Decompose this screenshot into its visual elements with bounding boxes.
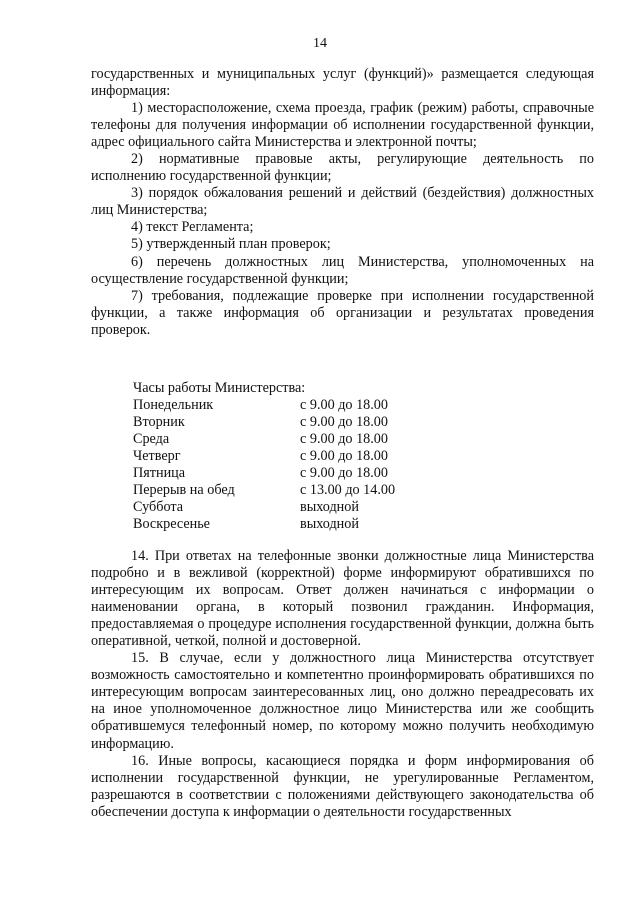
day-label: Вторник — [133, 414, 185, 431]
paragraph-15: 15. В случае, если у должностного лица Министерства отсутствует возможность самостоятельно и компетентно проинформировать обратившихся по интересующим вопросам заинтересованных лиц, оно должно переадресовать их на иное уполномоченное должностное лицо Министерства или же сообщить обратившемуся телефонный номер, по которому можно получить необходимую информацию. — [91, 650, 594, 752]
table-row — [133, 516, 395, 533]
document-body-bottom — [91, 548, 594, 821]
list-item-inspection-plan: 5) утвержденный план проверок; — [131, 236, 331, 253]
day-label: Четверг — [133, 448, 181, 465]
paragraph-intro: государственных и муниципальных услуг (функций)» размещается следующая информация: — [91, 66, 594, 100]
table-row — [133, 397, 395, 414]
day-label: Перерыв на обед — [133, 482, 235, 499]
hours-value: с 9.00 до 18.00 — [300, 397, 388, 414]
day-label: Суббота — [133, 499, 184, 516]
list-item-normative-acts: 2) нормативные правовые акты, регулирующие деятельность по исполнению государственной функции; — [91, 151, 594, 185]
list-item-appeal-procedure: 3) порядок обжалования решений и действий (бездействия) должностных лиц Министерства; — [91, 185, 594, 219]
day-label: Воскресенье — [133, 516, 210, 533]
table-row — [133, 414, 395, 431]
document-body-top — [91, 66, 594, 339]
hours-value: с 9.00 до 18.00 — [300, 414, 388, 431]
working-hours-block — [133, 380, 395, 533]
hours-value: с 13.00 до 14.00 — [300, 482, 396, 499]
page-number: 14 — [313, 36, 327, 51]
list-item-location: 1) месторасположение, схема проезда, график (режим) работы, справочные телефоны для получения информации об исполнении государственной функции, адрес официального сайта Министерства и электронной почты; — [91, 100, 594, 151]
list-item-officials-list: 6) перечень должностных лиц Министерства, уполномоченных на осуществление государственной функции; — [91, 253, 594, 287]
hours-value: с 9.00 до 18.00 — [300, 431, 388, 448]
working-hours-table — [133, 397, 395, 533]
list-item-inspection-requirements: 7) требования, подлежащие проверке при исполнении государственной функции, а также информация об организации и результатах проведения проверок. — [91, 287, 594, 338]
hours-value: с 9.00 до 18.00 — [300, 465, 388, 482]
table-row — [133, 465, 395, 482]
day-label: Среда — [133, 431, 170, 448]
hours-value: выходной — [300, 516, 359, 533]
table-row — [133, 482, 395, 499]
table-row — [133, 431, 395, 448]
paragraph-14: 14. При ответах на телефонные звонки должностные лица Министерства подробно и в вежливой (корректной) форме информируют обратившихся по интересующим их вопросам. Ответ должен начинаться с информации о наименовании органа, в который позвонил гражданин. Информация, предоставляемая о процедуре исполнения государственной функции, должна быть оперативной, четкой, полной и достоверной. — [91, 548, 594, 650]
table-row — [133, 499, 395, 516]
day-label: Понедельник — [133, 397, 214, 414]
list-item-regulation-text: 4) текст Регламента; — [131, 219, 254, 236]
hours-value: выходной — [300, 499, 359, 516]
working-hours-title: Часы работы Министерства: — [133, 380, 306, 396]
paragraph-16: 16. Иные вопросы, касающиеся порядка и форм информирования об исполнении государственной функции, не урегулированные Регламентом, разрешаются в соответствии с положениями действующего законодательства об обеспечении доступа к информации о деятельности государственных — [91, 752, 594, 820]
day-label: Пятница — [133, 465, 186, 482]
hours-value: с 9.00 до 18.00 — [300, 448, 388, 465]
table-row — [133, 448, 395, 465]
